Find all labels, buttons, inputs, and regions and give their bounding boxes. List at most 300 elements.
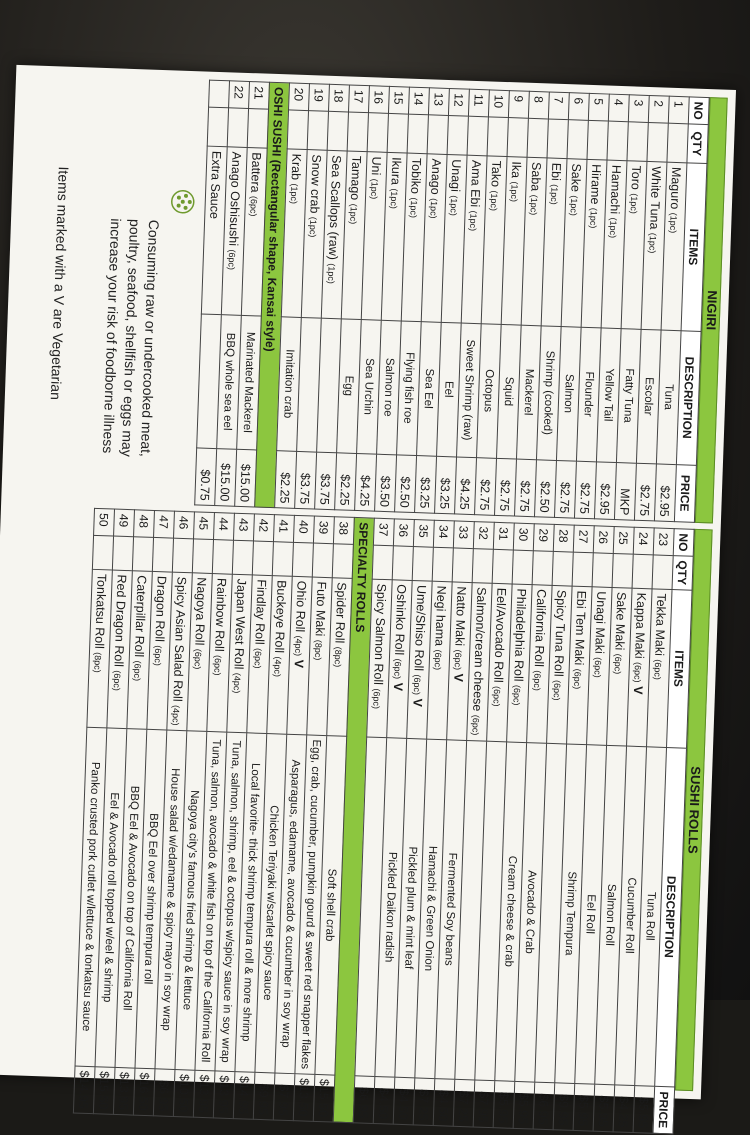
item-description: Flounder: [576, 327, 601, 461]
item-description: Eel: [437, 322, 462, 456]
item-name: Negi hama: [432, 585, 450, 647]
piece-count: (6pc): [652, 659, 664, 681]
item-number: 37: [373, 518, 394, 546]
item-name: Red Dragon Roll: [111, 574, 130, 668]
piece-count: (1pc): [448, 195, 460, 217]
piece-count: (6pc): [632, 661, 644, 683]
item-number: 25: [613, 527, 634, 555]
col-description: DESCRIPTION: [655, 747, 687, 1086]
item-name: Natto Maki: [452, 586, 470, 647]
item-price: $15.50: [313, 1074, 335, 1122]
item-name: Spider Roll: [332, 581, 350, 644]
piece-count: (1pc): [647, 232, 659, 254]
item-description: Salmon Roll: [595, 745, 627, 1084]
vegetarian-mark: V: [391, 682, 406, 692]
item-number: 33: [453, 521, 474, 549]
item-number: 27: [573, 525, 594, 553]
col-qty: QTY: [672, 556, 693, 590]
item-price: $6.95: [533, 1082, 555, 1130]
qty-cell: [172, 538, 193, 572]
item-description: Egg: [337, 319, 362, 453]
item-name: Tamago: [348, 155, 364, 201]
qty-cell: [212, 540, 233, 574]
item-price: $3.25: [415, 455, 437, 513]
qty-cell: [387, 113, 408, 153]
item-description: Local favorite- thick shrimp tempura roll & more shrimp: [235, 733, 267, 1072]
item-name: Uni: [369, 156, 384, 176]
item-description: Octopus: [477, 323, 502, 457]
item-description: BBQ Eel over shrimp tempura roll: [135, 729, 167, 1068]
item-number: 20: [289, 83, 310, 111]
item-number: 41: [273, 515, 294, 543]
item-name: Ikura: [388, 156, 404, 186]
item-number: 12: [448, 88, 469, 116]
menu-sheet: [0, 65, 736, 1129]
col-description: DESCRIPTION: [676, 330, 701, 464]
item-price: $15.00: [215, 448, 237, 506]
item-price: $3.75: [295, 451, 317, 509]
col-price: PRICE: [674, 464, 696, 522]
item-description: Sea Eel: [417, 321, 442, 455]
qty-cell: [312, 543, 333, 577]
vegetarian-notice: Items marked with a V are Vegetarian: [47, 166, 72, 401]
item-description: Shrimp Tempura: [555, 744, 587, 1083]
piece-count: (1pc): [308, 216, 319, 238]
item-price: $16.50: [133, 1068, 155, 1116]
item-description: Egg, crab, cucumber, pumpkin gourd & sweet red snapper flakes: [295, 735, 327, 1074]
piece-count: (6pc): [412, 674, 423, 696]
piece-count: (1pc): [389, 188, 400, 210]
item-number: 8: [528, 91, 549, 119]
item-name: Futo Maki: [313, 581, 330, 637]
qty-cell: [587, 120, 608, 160]
col-items: ITEMS: [681, 163, 707, 331]
qty-cell: [232, 540, 253, 574]
col-no: NO: [688, 97, 709, 125]
section-subheader-label: SPECIALTY ROLLS: [333, 517, 374, 1122]
item-name: California Roll: [532, 588, 549, 668]
item-description: Tuna, salmon, shrimp, eel & octopus w/spicy sauce in soy wrap: [215, 732, 247, 1071]
qty-cell: [252, 541, 273, 575]
item-number: 46: [174, 511, 195, 539]
piece-count: (1pc): [549, 184, 561, 205]
item-number: 30: [513, 523, 534, 551]
qty-cell: [492, 549, 513, 583]
item-number: 1: [668, 96, 689, 124]
item-name: Snow crab: [307, 154, 324, 214]
qty-cell: [647, 122, 668, 162]
item-number: 23: [653, 528, 674, 556]
item-description: Eel Roll: [575, 744, 607, 1083]
item-price: $2.75: [495, 458, 517, 516]
item-description: Tuna Roll: [635, 747, 667, 1086]
item-number: 44: [213, 513, 234, 541]
item-description: Pickled Daikon radish: [375, 737, 407, 1076]
piece-count: (6pc): [552, 679, 563, 701]
item-number: 26: [593, 526, 614, 554]
item-number: 28: [553, 524, 574, 552]
item-price: $4.25: [355, 453, 377, 511]
item-price: MKP: [614, 462, 636, 520]
qty-cell: [512, 550, 533, 584]
item-name: Oshinko Roll: [392, 584, 410, 656]
item-description: Imitation crab: [277, 317, 302, 451]
item-price: $15.00: [235, 449, 257, 507]
item-price: $7.95: [473, 1080, 495, 1128]
item-number: 36: [393, 519, 414, 547]
item-number: 35: [413, 520, 434, 548]
qty-cell: [607, 121, 628, 161]
piece-count: (1pc): [408, 197, 420, 219]
item-description: Salmon roe: [377, 320, 402, 454]
qty-cell: [367, 113, 388, 153]
item-name: Ika: [509, 161, 524, 179]
item-number: 9: [508, 91, 529, 119]
sushi-rolls-title: SUSHI ROLLS: [675, 529, 713, 1091]
item-price: $5.95: [573, 1083, 595, 1131]
warning-line-1: Consuming raw or undercooked meat,: [137, 219, 163, 458]
sushi-rolls-table: [73, 508, 695, 1134]
item-number: 15: [388, 86, 409, 114]
vegetarian-mark: V: [292, 659, 307, 669]
piece-count: (1pc): [326, 263, 338, 285]
item-price: $3.75: [315, 452, 337, 510]
item-price: $3.25: [435, 456, 457, 514]
item-description: Escolar: [636, 329, 661, 463]
item-number: 48: [134, 510, 155, 538]
piece-count: (6pc): [192, 648, 204, 670]
item-number: 45: [194, 512, 215, 540]
item-description: Panko crusted pork cutlet w/lettuce & tonkatsu sauce: [75, 727, 107, 1066]
qty-cell: [292, 542, 313, 576]
piece-count: (8pc): [92, 652, 104, 673]
item-name: Buckeye Roll: [272, 579, 290, 654]
item-description: Nagoya city's famous fried shrimp & lettuce: [175, 730, 207, 1069]
item-number: 14: [408, 87, 429, 115]
piece-count: (1pc): [468, 210, 480, 232]
col-price: PRICE: [653, 1086, 675, 1134]
item-description: Eel & Avocado roll topped w/eel & shrimp: [95, 728, 127, 1067]
item-name: Hirame: [588, 163, 604, 205]
item-name: Battera: [248, 152, 265, 193]
qty-cell: [92, 535, 113, 569]
piece-count: (6pc): [226, 249, 238, 271]
vegetarian-mark: V: [451, 673, 466, 683]
item-number: 32: [473, 522, 494, 550]
item-number: 31: [493, 522, 514, 550]
item-description: Asparagus, edamame, avocado & cucumber in soy wrap: [275, 734, 307, 1073]
item-description: Marinated Mackerel: [237, 315, 262, 449]
piece-count: (6pc): [613, 653, 624, 675]
item-description: Cream cheese & crab: [495, 742, 527, 1081]
vegetarian-mark: V: [410, 698, 426, 708]
item-price: $2.95: [654, 463, 676, 521]
item-name: Sake: [568, 163, 584, 193]
item-name: Tekka Maki: [652, 593, 669, 657]
item-description: Mackerel: [517, 325, 542, 459]
warning-line-2: poultry, seafood, shellfish or eggs may: [118, 218, 144, 458]
item-number: 47: [154, 510, 175, 538]
item-name: Caterpillar Roll: [132, 575, 150, 658]
qty-cell: [247, 108, 268, 148]
qty-cell: [192, 539, 213, 573]
item-description: Sweet Shrimp (raw): [457, 323, 482, 457]
qty-cell: [432, 547, 453, 581]
item-price: $9.95: [253, 1072, 275, 1120]
qty-cell: [532, 551, 553, 585]
qty-cell: [307, 111, 328, 151]
qty-cell: [392, 546, 413, 580]
piece-count: (6pc): [511, 684, 523, 706]
item-description: Chicken Teriyaki w/scarlet spicy sauce: [255, 733, 287, 1072]
piece-count: (6pc): [253, 647, 264, 669]
item-number: [209, 80, 230, 108]
item-description: Pickled plum & mint leaf: [395, 738, 427, 1077]
item-price: $2.25: [335, 452, 357, 510]
item-description: Shrimp (cooked): [536, 326, 561, 460]
item-name: Tako: [488, 160, 504, 188]
col-items: ITEMS: [667, 589, 693, 748]
item-price: $10.50: [173, 1069, 195, 1117]
col-qty: QTY: [687, 124, 708, 164]
item-price: $4.50: [393, 1077, 415, 1125]
qty-cell: [332, 544, 353, 578]
qty-cell: [467, 116, 488, 156]
item-price: $5.95: [493, 1080, 515, 1128]
item-price: $13.95: [193, 1070, 215, 1118]
item-name: Extra Sauce: [207, 150, 225, 220]
item-number: 42: [253, 514, 274, 542]
item-number: 5: [588, 93, 609, 121]
qty-cell: [227, 108, 248, 148]
qty-cell: [507, 118, 528, 158]
piece-count: (6pc): [112, 670, 123, 692]
item-name: Sake Maki: [612, 591, 629, 651]
piece-count: (1pc): [489, 190, 500, 212]
piece-count: (6pc): [248, 195, 260, 217]
item-price: $7.95: [273, 1073, 295, 1121]
item-name: White Tuna: [647, 166, 664, 230]
qty-cell: [327, 111, 348, 151]
piece-count: (6pc): [470, 714, 482, 736]
item-name: Ume/Shiso Roll: [412, 584, 430, 672]
col-no: NO: [673, 529, 694, 557]
item-price: $15.50: [93, 1066, 115, 1114]
qty-cell: [472, 549, 493, 583]
item-name: Ohio Roll: [293, 580, 310, 633]
item-name: Kappa Maki: [632, 592, 649, 659]
qty-cell: [632, 554, 653, 588]
nigiri-title: NIGIRI: [695, 97, 728, 523]
item-price: $4.50: [373, 1076, 395, 1124]
item-name: Krab: [289, 153, 305, 181]
item-description: Salmon: [556, 326, 581, 460]
item-number: 16: [368, 86, 389, 114]
item-name: Eel/Avocado Roll: [491, 587, 509, 683]
item-price: $5.95: [593, 1084, 615, 1132]
item-price: $2.75: [475, 457, 497, 515]
item-price: $3.50: [375, 454, 397, 512]
item-number: 50: [94, 508, 115, 536]
item-number: 43: [233, 513, 254, 541]
qty-cell: [272, 542, 293, 576]
qty-cell: [407, 114, 428, 154]
piece-count: (4pc): [232, 672, 243, 694]
item-number: 3: [628, 95, 649, 123]
qty-cell: [112, 536, 133, 570]
piece-count: (6pc): [371, 688, 383, 710]
piece-count: (8pc): [333, 646, 344, 668]
item-name: Spicy Tuna Roll: [551, 589, 569, 677]
qty-cell: [572, 552, 593, 586]
item-number: 4: [608, 94, 629, 122]
item-description: Flying fish roe: [397, 321, 422, 455]
raw-food-warning: [96, 218, 163, 520]
item-name: Japan West Roll: [231, 578, 250, 670]
item-description: Cucumber Roll: [615, 746, 647, 1085]
item-name: Spicy Salmon Roll: [371, 583, 390, 686]
item-price: $9.95: [553, 1082, 575, 1130]
piece-count: (1pc): [629, 193, 640, 215]
item-description: BBQ whole sea eel: [217, 314, 242, 448]
item-description: House salad w/edamame & spicy mayo in soy wrap: [155, 730, 187, 1069]
item-number: 24: [633, 527, 654, 555]
piece-count: (1pc): [289, 183, 300, 205]
item-price: $6.95: [153, 1068, 175, 1116]
piece-count: (6pc): [592, 657, 604, 678]
item-price: $4.25: [455, 457, 477, 515]
piece-count: (4pc): [272, 656, 284, 678]
item-price: $4.25: [613, 1084, 635, 1132]
item-price: $14.95: [233, 1071, 255, 1119]
item-price: $7.25: [413, 1078, 435, 1126]
item-price: $0.75: [195, 447, 217, 505]
piece-count: (1pc): [348, 203, 360, 225]
qty-cell: [207, 107, 228, 147]
item-price: $6.95: [353, 1075, 375, 1123]
item-number: 18: [329, 84, 350, 112]
piece-count: (6pc): [532, 670, 544, 692]
item-price: $2.50: [534, 459, 556, 517]
item-price: $13.50: [293, 1073, 315, 1121]
qty-cell: [652, 555, 673, 589]
item-name: Tobiko: [408, 157, 424, 195]
restaurant-logo-icon: [169, 188, 196, 215]
item-number: 40: [293, 515, 314, 543]
item-description: Yellow Tail: [596, 328, 621, 462]
item-number: 22: [229, 81, 250, 109]
item-number: 13: [428, 88, 449, 116]
qty-cell: [612, 553, 633, 587]
item-price: $2.75: [554, 460, 576, 518]
qty-cell: [567, 120, 588, 160]
item-name: Ebi Tem Maki: [572, 590, 589, 666]
item-number: 19: [309, 84, 330, 112]
piece-count: (6pc): [153, 645, 164, 667]
qty-cell: [427, 115, 448, 155]
item-name: Sea Scallops (raw): [326, 154, 344, 261]
qty-cell: [412, 547, 433, 581]
piece-count: (6pc): [392, 658, 404, 680]
item-price: $2.75: [514, 459, 536, 517]
item-number: 29: [533, 524, 554, 552]
item-price: $13.95: [213, 1071, 235, 1119]
item-price: $14.95: [73, 1066, 95, 1114]
qty-cell: [132, 537, 153, 571]
item-description: Avocado & Crab: [515, 742, 547, 1081]
qty-cell: [627, 122, 648, 162]
item-name: Findlay Roll: [252, 579, 270, 645]
item-price: $2.75: [574, 461, 596, 519]
piece-count: (6pc): [572, 668, 584, 690]
piece-count: (6pc): [212, 654, 224, 676]
item-number: 49: [114, 509, 135, 537]
piece-count: (1pc): [509, 181, 521, 203]
qty-cell: [547, 119, 568, 159]
item-name: Rainbow Roll: [212, 577, 230, 652]
piece-count: (1pc): [668, 212, 680, 234]
item-price: $2.75: [634, 463, 656, 521]
qty-cell: [287, 110, 308, 150]
piece-count: (6pc): [132, 660, 144, 682]
piece-count: (1pc): [588, 207, 600, 229]
item-description: BBQ Eel & Avocado on top of California Roll: [115, 728, 147, 1067]
item-name: Anago: [428, 158, 444, 195]
item-price: $2.50: [395, 454, 417, 512]
qty-cell: [347, 112, 368, 152]
vegetarian-mark: V: [631, 685, 646, 695]
item-name: Anago Oshisushi: [226, 151, 245, 247]
item-name: Philadelphia Roll: [511, 588, 529, 682]
piece-count: (4pc): [170, 704, 182, 726]
piece-count: (8pc): [313, 639, 325, 661]
item-number: 34: [433, 520, 454, 548]
qty-cell: [592, 553, 613, 587]
item-price: $7.25: [453, 1079, 475, 1127]
item-name: Saba: [528, 161, 544, 192]
piece-count: (6pc): [491, 685, 503, 707]
item-price: $13.95: [113, 1067, 135, 1115]
item-name: Tonkatsu Roll: [92, 573, 110, 650]
qty-cell: [667, 123, 688, 163]
item-number: 2: [648, 95, 669, 123]
item-description: Tuna, salmon, avocado & white fish on top of the California Roll: [195, 731, 227, 1070]
item-number: 21: [249, 82, 270, 110]
item-description: Soft shell crab: [315, 735, 347, 1074]
item-name: Ama Ebi: [468, 159, 484, 208]
item-number: 39: [313, 516, 334, 544]
item-price: $5.95: [513, 1081, 535, 1129]
item-number: 6: [568, 93, 589, 121]
piece-count: (1pc): [529, 194, 540, 216]
item-price: $4.50: [433, 1078, 455, 1126]
item-name: Dragon Roll: [152, 575, 170, 643]
item-number: 10: [488, 90, 509, 118]
item-name: Salmon/cream cheese: [470, 586, 489, 712]
piece-count: (6pc): [453, 649, 464, 671]
piece-count: (6pc): [433, 649, 444, 671]
qty-cell: [552, 551, 573, 585]
item-name: Maguro: [668, 166, 684, 210]
qty-cell: [447, 115, 468, 155]
warning-line-3: increase your risk of foodborne illness: [99, 218, 125, 454]
qty-cell: [487, 117, 508, 157]
item-name: Spicy Asian Salad Roll: [170, 576, 190, 702]
qty-cell: [527, 118, 548, 158]
item-name: Unagi Maki: [592, 591, 609, 655]
piece-count: (4pc): [293, 635, 305, 657]
item-description: Hamachi & Green Onion: [415, 739, 447, 1078]
